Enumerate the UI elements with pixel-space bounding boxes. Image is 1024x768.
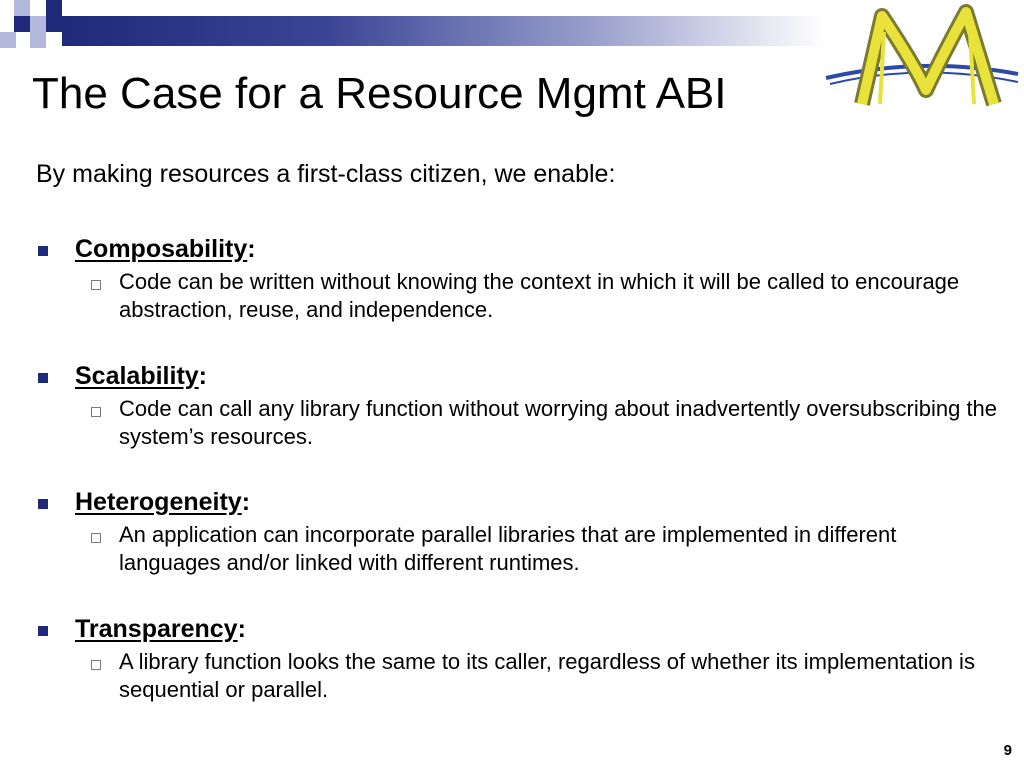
square-bullet-icon [38, 246, 48, 256]
point-description: Code can call any library function without worrying about inadvertently oversubscribing the system’s resources. [119, 396, 998, 449]
decor-square [14, 16, 30, 32]
point-term: Heterogeneity [75, 488, 242, 516]
decor-square [46, 0, 62, 16]
point-term: Scalability [75, 362, 199, 390]
logo-bridge-icon [822, 4, 1022, 116]
header-gradient-bar [62, 16, 824, 46]
page-number: 9 [1003, 742, 1012, 759]
point-colon: : [241, 488, 251, 516]
point-heading [75, 612, 246, 646]
point-heading [75, 359, 207, 393]
decor-square [30, 32, 46, 48]
point-description: An application can incorporate parallel libraries that are implemented in different languages and/or linked with different runtimes. [119, 522, 897, 575]
hollow-square-bullet-icon [91, 407, 101, 417]
point-colon: : [237, 615, 246, 643]
decor-square [14, 0, 30, 16]
hollow-square-bullet-icon [91, 280, 101, 290]
intro-text: By making resources a first-class citizen, we enable: [36, 160, 616, 188]
hollow-square-bullet-icon [91, 660, 101, 670]
hollow-square-bullet-icon [91, 533, 101, 543]
square-bullet-icon [38, 499, 48, 509]
decor-square [0, 32, 16, 48]
point-heading [75, 232, 256, 266]
square-bullet-icon [38, 626, 48, 636]
decor-square [30, 16, 46, 32]
point-colon: : [198, 362, 207, 390]
decor-square [46, 16, 62, 32]
slide-title: The Case for a Resource Mgmt ABI [32, 69, 727, 118]
point-description: Code can be written without knowing the context in which it will be called to encourage abstraction, reuse, and independence. [119, 269, 960, 322]
point-colon: : [247, 235, 256, 263]
square-bullet-icon [38, 373, 48, 383]
point-term: Composability [75, 235, 248, 263]
point-term: Transparency [75, 615, 238, 643]
point-heading [75, 485, 250, 519]
point-description: A library function looks the same to its caller, regardless of whether its implementation is sequential or parallel. [119, 649, 975, 702]
